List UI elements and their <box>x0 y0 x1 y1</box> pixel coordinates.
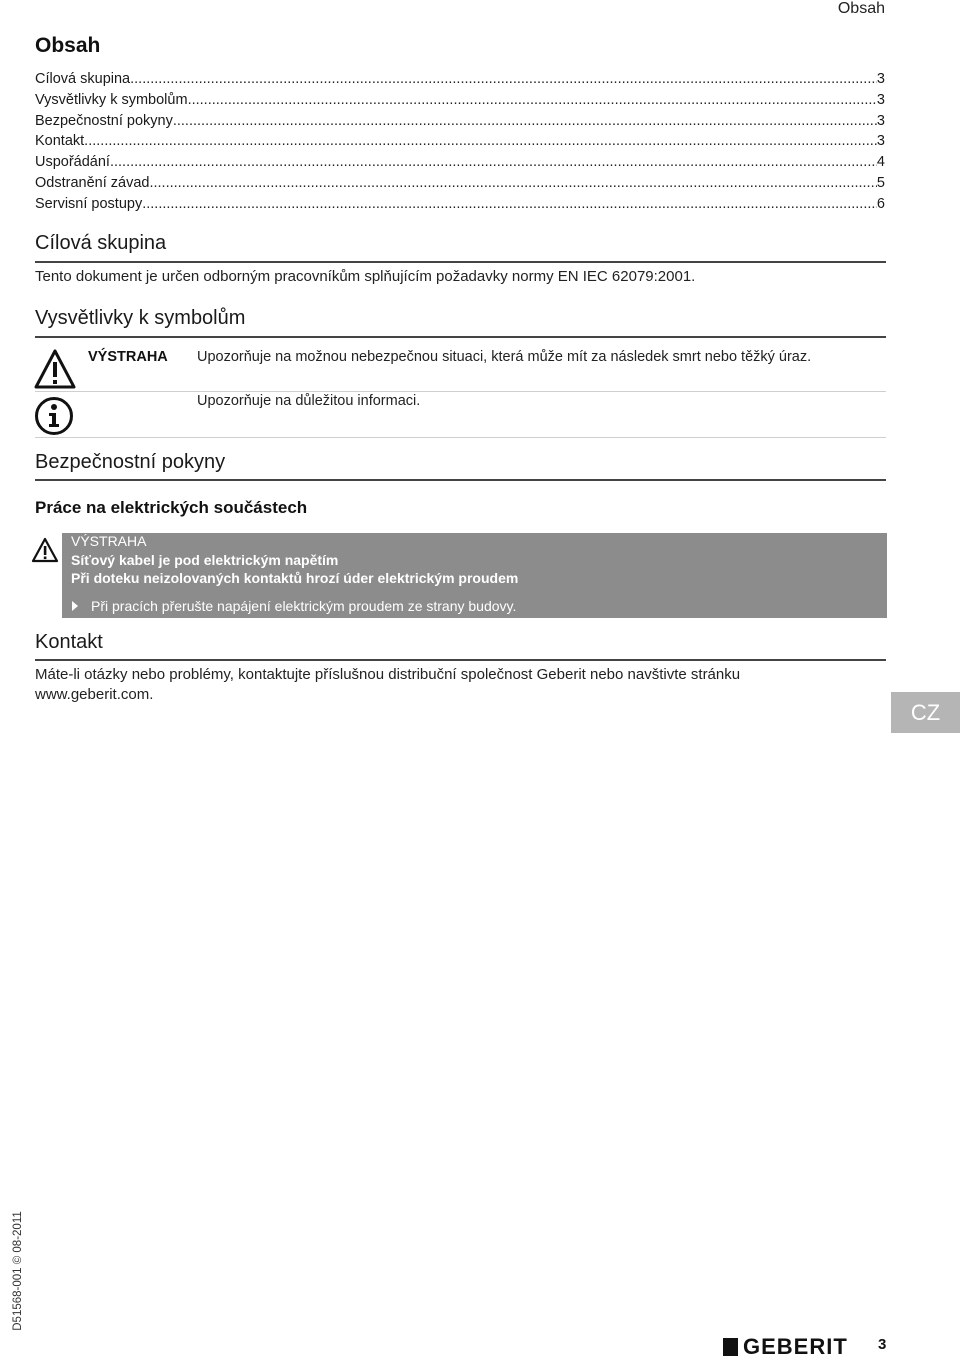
document-code: D51568-001 © 08-2011 <box>11 1211 24 1331</box>
toc-entry-label: Odstranění závad <box>35 174 150 191</box>
info-description: Upozorňuje na důležitou informaci. <box>197 393 421 409</box>
toc-leader <box>149 173 876 194</box>
contact-text: Máte-li otázky nebo problémy, kontaktujte příslušnou distribuční společnost Geberit nebo navštivte stránku <box>35 666 741 683</box>
logo-square-icon <box>723 1338 738 1356</box>
warning-box-label: VÝSTRAHA <box>71 533 147 549</box>
warning-box-action: Při pracích přerušte napájení elektrickým proudem ze strany budovy. <box>91 598 517 614</box>
warning-box-hazard: Síťový kabel je pod elektrickým napětím <box>71 552 339 568</box>
table-of-contents <box>35 69 885 215</box>
toc-entry-label: Vysvětlivky k symbolům <box>35 91 188 108</box>
toc-entry-page: 3 <box>876 133 885 150</box>
section-rule <box>35 479 886 481</box>
toc-entry-page: 3 <box>876 112 885 129</box>
info-icon <box>34 396 74 441</box>
target-group-text: Tento dokument je určen odborným pracovníkům splňujícím požadavky normy EN IEC 62079:2001. <box>35 268 696 285</box>
section-rule <box>35 261 886 263</box>
toc-entry-label: Bezpečnostní pokyny <box>35 112 173 129</box>
running-head: Obsah <box>837 0 885 17</box>
action-arrow-icon <box>72 601 78 611</box>
warning-label: VÝSTRAHA <box>88 349 168 365</box>
language-tab: CZ <box>891 692 960 733</box>
toc-entry-page: 6 <box>876 195 885 212</box>
contact-title: Kontakt <box>35 631 103 653</box>
toc-entry[interactable] <box>35 152 885 173</box>
section-rule <box>35 659 886 661</box>
contents-title: Obsah <box>35 34 101 57</box>
toc-entry-page: 3 <box>876 71 885 87</box>
toc-leader <box>173 111 877 132</box>
page-number: 3 <box>878 1336 887 1353</box>
brand-wordmark: GEBERIT <box>743 1334 848 1359</box>
symbols-title: Vysvětlivky k symbolům <box>35 307 246 329</box>
toc-entry-label: Kontakt <box>35 133 85 150</box>
toc-entry[interactable] <box>35 90 885 111</box>
toc-leader <box>110 152 877 173</box>
toc-leader <box>142 194 877 215</box>
toc-entry-page: 3 <box>876 91 885 108</box>
warning-triangle-icon <box>31 537 59 568</box>
section-rule <box>35 336 886 338</box>
toc-entry-page: 5 <box>876 174 885 191</box>
toc-leader <box>188 90 877 111</box>
toc-entry[interactable] <box>35 131 885 152</box>
warning-box-consequence: Při doteku neizolovaných kontaktů hrozí úder elektrickým proudem <box>71 570 519 586</box>
toc-entry[interactable] <box>35 173 885 194</box>
safety-subtitle: Práce na elektrických součástech <box>35 498 308 517</box>
divider <box>35 391 886 392</box>
toc-entry-label: Servisní postupy <box>35 195 143 212</box>
toc-entry[interactable] <box>35 194 885 215</box>
toc-entry-label: Cílová skupina <box>35 71 131 87</box>
brand-logo <box>723 1336 848 1358</box>
target-group-title: Cílová skupina <box>35 232 167 254</box>
warning-triangle-icon <box>34 349 76 394</box>
contact-link[interactable]: www.geberit.com. <box>35 686 154 703</box>
toc-leader <box>130 69 877 90</box>
toc-entry[interactable] <box>35 69 885 90</box>
warning-box <box>62 533 887 618</box>
toc-entry-label: Uspořádání <box>35 154 110 171</box>
divider <box>35 437 886 438</box>
toc-entry-page: 4 <box>876 154 885 171</box>
toc-entry[interactable] <box>35 111 885 132</box>
toc-leader <box>84 131 877 152</box>
safety-title: Bezpečnostní pokyny <box>35 451 226 473</box>
warning-description: Upozorňuje na možnou nebezpečnou situaci, která může mít za následek smrt nebo těžký úraz. <box>197 349 812 365</box>
